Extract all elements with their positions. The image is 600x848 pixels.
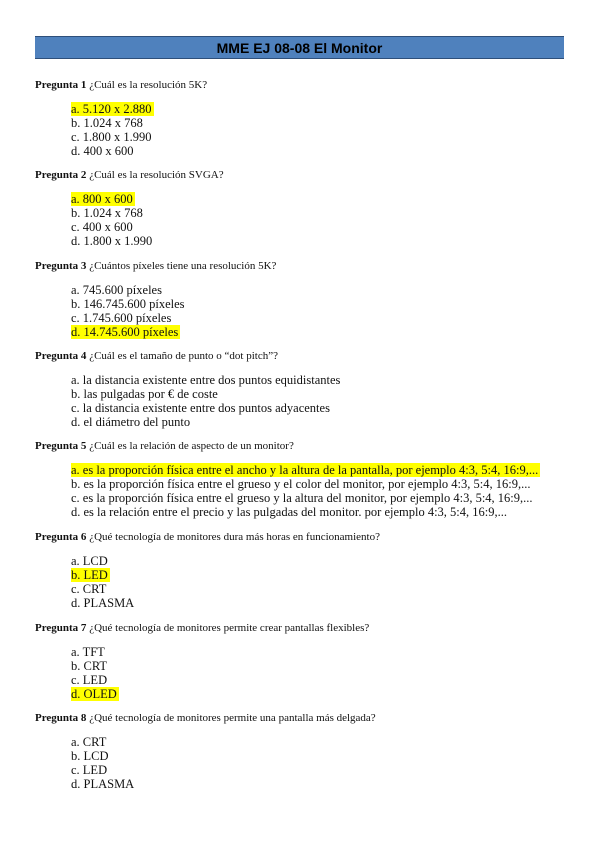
question-8 <box>35 712 575 791</box>
question-label: Pregunta 4 <box>35 350 87 362</box>
question-text: ¿Qué tecnología de monitores dura más horas en funcionamiento? <box>89 531 380 543</box>
answer-option: c. CRT <box>71 582 107 596</box>
answer-option: a. LCD <box>71 554 108 568</box>
option-list <box>71 192 575 248</box>
answer-option: b. 1.024 x 768 <box>71 116 143 130</box>
question-line <box>35 531 575 544</box>
answer-option: d. es la relación entre el precio y las pulgadas del monitor. por ejemplo 4:3, 5:4, 16:9,... <box>71 505 507 519</box>
answer-option: a. la distancia existente entre dos puntos equidistantes <box>71 373 341 387</box>
option-list <box>71 463 575 519</box>
option-list <box>71 645 575 701</box>
question-line <box>35 622 575 635</box>
answer-option: a. CRT <box>71 735 107 749</box>
question-2 <box>35 169 575 248</box>
option-list <box>71 373 575 429</box>
question-5 <box>35 440 575 519</box>
option-list <box>71 283 575 339</box>
question-line <box>35 169 575 182</box>
question-label: Pregunta 7 <box>35 622 87 634</box>
answer-option: d. PLASMA <box>71 777 135 791</box>
answer-option: a. 745.600 píxeles <box>71 283 162 297</box>
answer-option-highlighted: d. 14.745.600 píxeles <box>71 325 179 339</box>
question-7 <box>35 622 575 701</box>
answer-option-highlighted: a. es la proporción física entre el ancho y la altura de la pantalla, por ejemplo 4:3, 5:4, 16:9,... <box>71 463 539 477</box>
question-label: Pregunta 1 <box>35 79 87 91</box>
answer-option: b. es la proporción física entre el grueso y el color del monitor, por ejemplo 4:3, 5:4, 16:9,... <box>71 477 531 491</box>
question-text: ¿Qué tecnología de monitores permite crear pantallas flexibles? <box>89 622 370 634</box>
question-text: ¿Cuál es la resolución SVGA? <box>89 169 224 181</box>
answer-option-highlighted: a. 5.120 x 2.880 <box>71 102 152 116</box>
answer-option: d. 1.800 x 1.990 <box>71 234 153 248</box>
answer-option: c. 400 x 600 <box>71 220 133 234</box>
option-list <box>71 554 575 610</box>
question-label: Pregunta 5 <box>35 440 87 452</box>
question-line <box>35 79 575 92</box>
question-text: ¿Cuántos píxeles tiene una resolución 5K? <box>89 260 277 272</box>
question-line <box>35 260 575 273</box>
answer-option: c. 1.745.600 píxeles <box>71 311 172 325</box>
answer-option: d. 400 x 600 <box>71 144 134 158</box>
answer-option: b. 1.024 x 768 <box>71 206 143 220</box>
question-line <box>35 712 575 725</box>
question-label: Pregunta 8 <box>35 712 87 724</box>
question-4 <box>35 350 575 429</box>
option-list <box>71 735 575 791</box>
answer-option: c. LED <box>71 763 108 777</box>
question-label: Pregunta 3 <box>35 260 87 272</box>
question-1 <box>35 79 575 158</box>
answer-option: b. 146.745.600 píxeles <box>71 297 185 311</box>
question-text: ¿Qué tecnología de monitores permite una pantalla más delgada? <box>89 712 376 724</box>
answer-option: d. el diámetro del punto <box>71 415 191 429</box>
answer-option: c. LED <box>71 673 108 687</box>
page-title: MME EJ 08-08 El Monitor <box>216 39 383 56</box>
question-line <box>35 350 575 363</box>
title-bar <box>35 36 564 59</box>
question-text: ¿Cuál es la resolución 5K? <box>89 79 208 91</box>
answer-option: b. CRT <box>71 659 108 673</box>
answer-option: d. PLASMA <box>71 596 135 610</box>
answer-option-highlighted: a. 800 x 600 <box>71 192 133 206</box>
answer-option: a. TFT <box>71 645 105 659</box>
question-line <box>35 440 575 453</box>
question-label: Pregunta 6 <box>35 531 87 543</box>
question-3 <box>35 260 575 339</box>
answer-option: b. LCD <box>71 749 109 763</box>
question-text: ¿Cuál es el tamaño de punto o “dot pitch”? <box>89 350 278 362</box>
answer-option: c. la distancia existente entre dos puntos adyacentes <box>71 401 330 415</box>
question-label: Pregunta 2 <box>35 169 87 181</box>
answer-option: c. 1.800 x 1.990 <box>71 130 152 144</box>
answer-option-highlighted: d. OLED <box>71 687 117 701</box>
option-list <box>71 102 575 158</box>
answer-option: c. es la proporción física entre el grueso y la altura del monitor, por ejemplo 4:3, 5:4, 16:9,... <box>71 491 533 505</box>
question-text: ¿Cuál es la relación de aspecto de un monitor? <box>89 440 294 452</box>
answer-option-highlighted: b. LED <box>71 568 108 582</box>
question-6 <box>35 531 575 610</box>
answer-option: b. las pulgadas por € de coste <box>71 387 218 401</box>
